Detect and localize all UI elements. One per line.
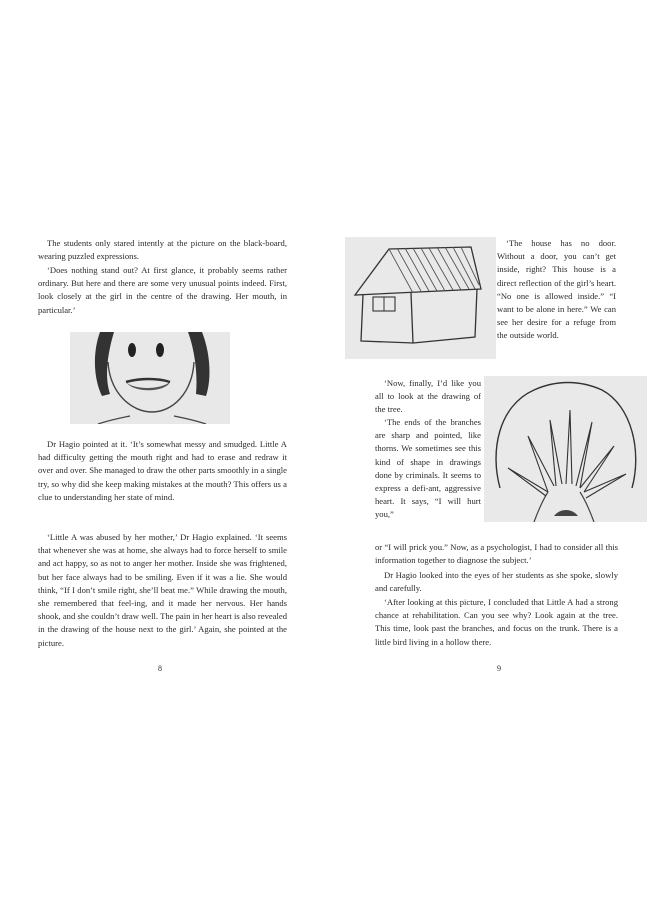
right-paragraph-4: Dr Hagio looked into the eyes of her students as she spoke, slowly and carefully. (375, 570, 618, 594)
right-paragraph-3: ‘The ends of the branches are sharp and pointed, like thorns. We sometimes see this kind of shape in drawings done by criminals. It seems to express a defi-ant, aggressive heart. It says, “I will hurt you,” (375, 417, 481, 520)
tree-drawing (484, 376, 647, 522)
right-paragraph-2: ‘Now, finally, I’d like you all to look at the drawing of the tree. (375, 378, 481, 415)
left-paragraph-4: ‘Little A was abused by her mother,’ Dr Hagio explained. ‘It seems that whenever she was at home, she always had to force herself to smile and act happy, so as not to anger her mother. Inside she was frightened, but her face always had to be smiling. Even if it was a lie. She would think, “If I don’t smile right, she’ll beat me.” While drawing the mouth, she remembered that feel-ing, and it made her nervous. Her hands shook, and she couldn’t draw well. The pain in her heart is also revealed in the drawing of the house next to the girl.’ Again, she pointed at the picture. (38, 532, 287, 648)
right-paragraph-1: ‘The house has no door. Without a door, you can’t get inside, right? This house is a direct reflection of the girl’s heart. “No one is allowed inside.” “I want to be alone in here.” We can see her desire for a refuge from the outside world. (497, 238, 616, 341)
page-number-left: 8 (158, 664, 162, 673)
right-page (330, 0, 660, 904)
page-number-right: 9 (497, 664, 501, 673)
left-paragraph-1: The students only stared intently at the picture on the black-board, wearing puzzled expressions. (38, 238, 287, 262)
left-paragraph-2: ‘Does nothing stand out? At first glance, it probably seems rather ordinary. But here and there are some very unusual points indeed. First, look closely at the girl in the centre of the drawing. Her mouth, in particular.’ (38, 265, 287, 315)
right-paragraph-3-continued: or “I will prick you.” Now, as a psychologist, I had to consider all this information together to diagnose the subject.’ (375, 542, 618, 566)
right-paragraph-5: ‘After looking at this picture, I concluded that Little A had a strong chance at rehabilitation. Can you see why? Look again at the tree. This time, look past the branches, and focus on the trunk. There is a little bird living in a hollow there. (375, 597, 618, 647)
girl-face-drawing (70, 332, 230, 424)
house-drawing (345, 237, 496, 359)
left-paragraph-3: Dr Hagio pointed at it. ‘It’s somewhat messy and smudged. Little A had difficulty getting the mouth right and had to erase and redraw it over and over. She managed to draw the other parts smoothly in a single try, so why did she keep making mistakes at the mouth? This offers us a clue to understanding her state of mind. (38, 439, 287, 502)
